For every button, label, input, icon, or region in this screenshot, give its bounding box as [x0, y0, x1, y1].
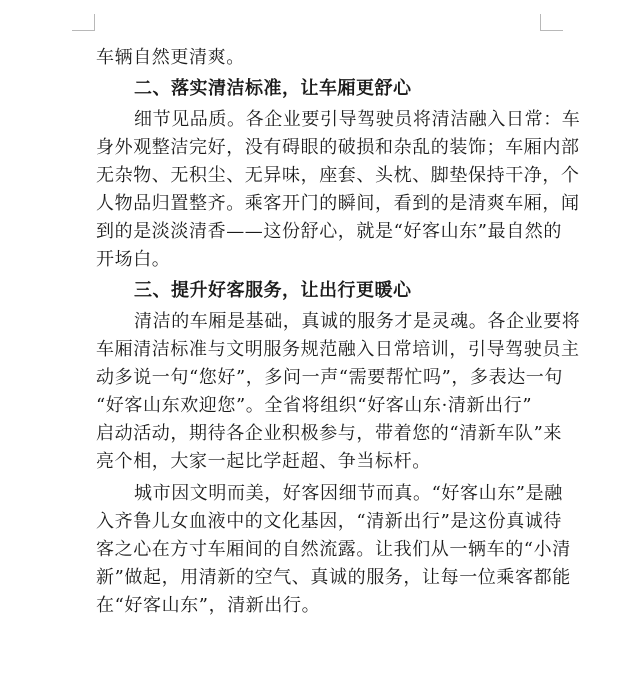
intro-line: 车辆自然更清爽。: [96, 47, 245, 68]
paragraph-line: 入齐鲁儿女血液中的文化基因，“清新出行”是这份真诚待: [96, 511, 563, 532]
paragraph-line: 启动活动，期待各企业积极参与，带着您的“清新车队”来: [96, 423, 563, 444]
paragraph-line: 车厢清洁标准与文明服务规范融入日常培训，引导驾驶员主: [96, 339, 580, 360]
paragraph-line: 人物品归置整齐。乘客开门的瞬间，看到的是清爽车厢，闻: [96, 193, 580, 214]
section-heading-2: 二、落实清洁标准，让车厢更舒心: [134, 78, 412, 99]
paragraph-line: 城市因文明而美，好客因细节而真。“好客山东”是融: [134, 483, 563, 504]
paragraph-line: 新”做起，用清新的空气、真诚的服务，让每一位乘客都能: [96, 567, 571, 588]
paragraph-line: 身外观整洁完好，没有碍眼的破损和杂乱的装饰；车厢内部: [96, 137, 580, 158]
paragraph-line: 无杂物、无积尘、无异味，座套、头枕、脚垫保持干净，个: [96, 165, 580, 186]
section-heading-3: 三、提升好客服务，让出行更暖心: [134, 280, 412, 301]
paragraph-line: 亮个相，大家一起比学赶超、争当标杆。: [96, 451, 431, 472]
paragraph-line: 清洁的车厢是基础，真诚的服务才是灵魂。各企业要将: [134, 311, 581, 332]
paragraph-line: “好客山东欢迎您”。全省将组织“好客山东·清新出行”: [96, 395, 533, 416]
paragraph-line: 开场白。: [96, 249, 171, 270]
paragraph-line: 到的是淡淡清香——这份舒心，就是“好客山东”最自然的: [96, 221, 563, 242]
document-body: [96, 44, 581, 620]
paragraph-line: 动多说一句“您好”，多问一声“需要帮忙吗”，多表达一句: [96, 367, 564, 388]
margin-corner-mark-left: [72, 14, 95, 31]
paragraph-line: 细节见品质。各企业要引导驾驶员将清洁融入日常：车: [134, 109, 581, 130]
paragraph-line: 在“好客山东”，清新出行。: [96, 595, 321, 616]
paragraph-line: 客之心在方寸车厢间的自然流露。让我们从一辆车的“小清: [96, 539, 571, 560]
margin-corner-mark-right: [540, 14, 563, 31]
